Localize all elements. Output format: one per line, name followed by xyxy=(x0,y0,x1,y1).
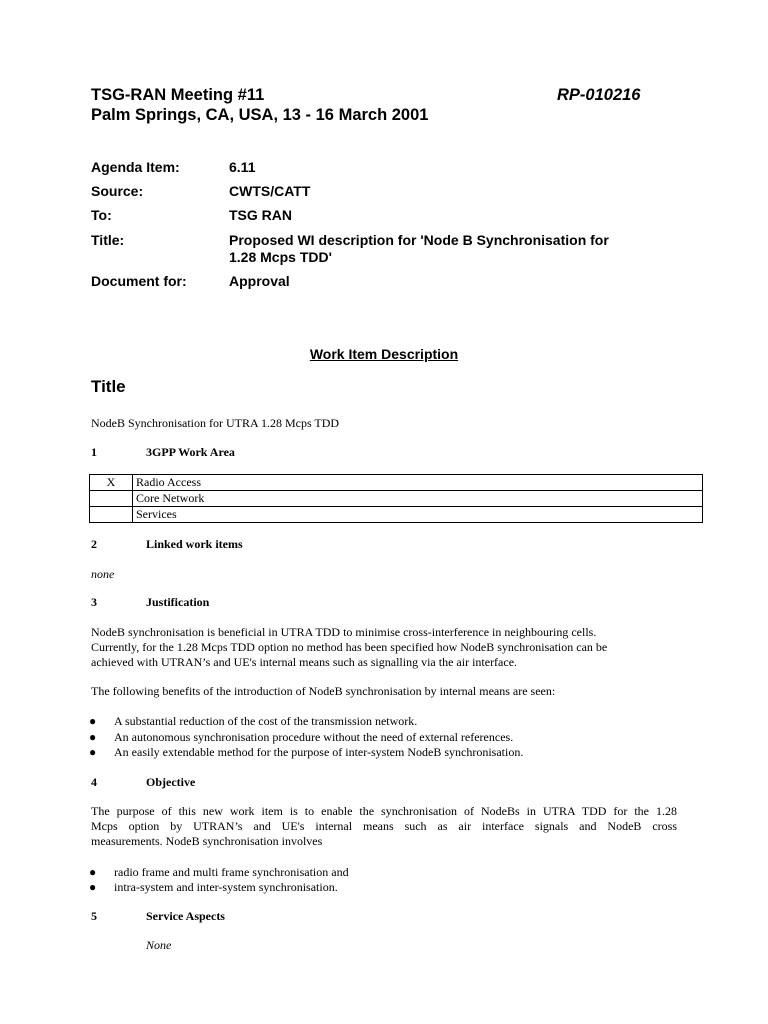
work-area-mark: X xyxy=(90,475,133,491)
objective-line-2: Mcps option by UTRAN’s and UE's internal means such as air interface signals and NodeB cross xyxy=(91,819,677,833)
meeting-location: Palm Springs, CA, USA, 13 - 16 March 2001 xyxy=(91,106,429,124)
list-item: radio frame and multi frame synchronisation and xyxy=(114,865,349,879)
work-area-mark xyxy=(90,491,133,507)
justification-line-2: Currently, for the 1.28 Mcps TDD option no method has been specified how NodeB synchronisation can be xyxy=(91,640,608,654)
table-row xyxy=(90,491,703,507)
title-value-line1: Proposed WI description for 'Node B Synchronisation for xyxy=(229,232,609,248)
section-5-number: 5 xyxy=(91,909,97,923)
list-item: A substantial reduction of the cost of the transmission network. xyxy=(114,714,418,728)
title-heading: Title xyxy=(91,377,126,396)
section-3-title: Justification xyxy=(146,595,210,609)
document-number: RP-010216 xyxy=(557,86,641,104)
meeting-title: TSG-RAN Meeting #11 xyxy=(91,86,265,104)
work-area-name: Services xyxy=(133,507,703,523)
agenda-label: Agenda Item: xyxy=(91,159,180,175)
objective-line-3: measurements. NodeB synchronisation involves xyxy=(91,834,323,848)
table-row xyxy=(90,507,703,523)
section-1-number: 1 xyxy=(91,445,97,459)
list-item: intra-system and inter-system synchronisation. xyxy=(114,880,338,894)
section-4-title: Objective xyxy=(146,775,196,789)
section-4-number: 4 xyxy=(91,775,97,789)
work-item-description-heading: Work Item Description xyxy=(309,346,459,362)
section-5-title: Service Aspects xyxy=(146,909,225,923)
bullet-icon: ● xyxy=(89,730,97,744)
bullet-icon: ● xyxy=(89,714,97,728)
agenda-value: 6.11 xyxy=(229,159,256,175)
document-for-label: Document for: xyxy=(91,273,187,289)
source-value: CWTS/CATT xyxy=(229,183,311,199)
list-item: An easily extendable method for the purpose of inter-system NodeB synchronisation. xyxy=(114,745,524,759)
work-area-mark xyxy=(90,507,133,523)
title-label: Title: xyxy=(91,232,125,248)
bullet-icon: ● xyxy=(89,880,97,894)
service-aspects-text: None xyxy=(146,938,172,952)
title-value-line2: 1.28 Mcps TDD' xyxy=(229,249,332,265)
justification-line-1: NodeB synchronisation is beneficial in UTRA TDD to minimise cross-interference in neighbouring cells. xyxy=(91,625,597,639)
document-for-value: Approval xyxy=(229,273,290,289)
section-1-title: 3GPP Work Area xyxy=(146,445,235,459)
work-area-table xyxy=(89,474,703,523)
to-label: To: xyxy=(91,207,112,223)
bullet-icon: ● xyxy=(89,865,97,879)
to-value: TSG RAN xyxy=(229,207,292,223)
work-area-name: Core Network xyxy=(133,491,703,507)
list-item: An autonomous synchronisation procedure without the need of external references. xyxy=(114,730,514,744)
linked-work-items-text: none xyxy=(91,567,115,581)
bullet-icon: ● xyxy=(89,745,97,759)
section-2-title: Linked work items xyxy=(146,537,243,551)
benefits-intro: The following benefits of the introduction of NodeB synchronisation by internal means are seen: xyxy=(91,684,556,698)
work-area-name: Radio Access xyxy=(133,475,703,491)
title-text: NodeB Synchronisation for UTRA 1.28 Mcps TDD xyxy=(91,416,340,430)
objective-line-1: The purpose of this new work item is to enable the synchronisation of NodeBs in UTRA TDD for the 1.28 xyxy=(91,804,677,818)
section-3-number: 3 xyxy=(91,595,97,609)
table-row xyxy=(90,475,703,491)
source-label: Source: xyxy=(91,183,144,199)
section-2-number: 2 xyxy=(91,537,97,551)
justification-line-3: achieved with UTRAN’s and UE's internal means such as signalling via the air interface. xyxy=(91,655,518,669)
